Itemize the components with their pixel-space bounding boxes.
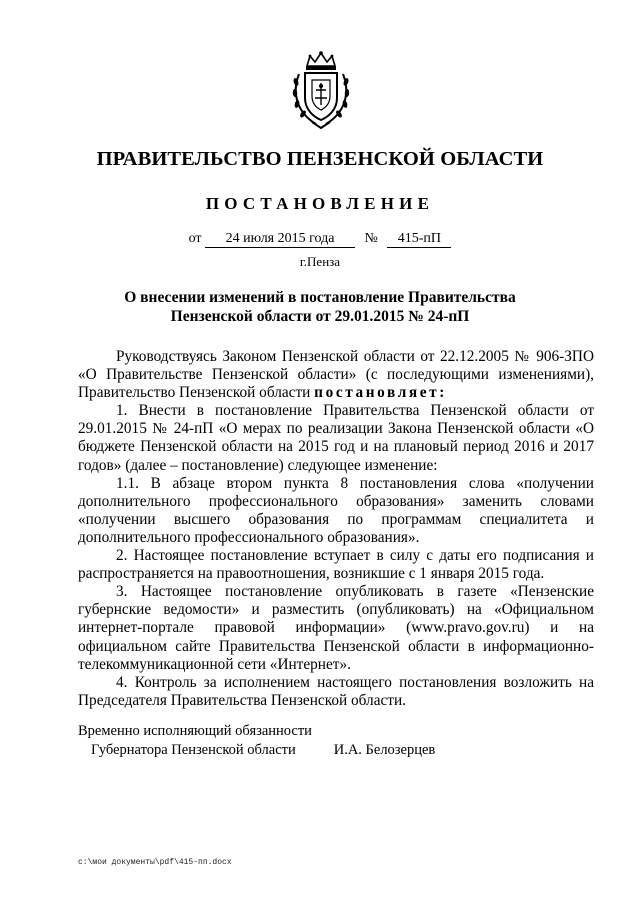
preamble-text: Руководствуясь Законом Пензенской области от 22.12.2005 № 906-ЗПО «О Правительстве Пензенской области» (с последующими изменениями), Правительство Пензенской области [78,348,594,402]
signatory-position-line-1: Временно исполняющий обязанности [78,723,312,739]
organization-title: ПРАВИТЕЛЬСТВО ПЕНЗЕНСКОЙ ОБЛАСТИ [96,148,544,170]
paragraph-3: 3. Настоящее постановление опубликовать в газете «Пензенские губернские ведомости» и разместить (опубликовать) на «Официальном интернет-портале правовой информации» (www.pravo.gov.ru) и на официальном сайте Правительства Пензенской области в информационно-телекоммуникационной сети «Интернет». [78,583,594,673]
file-path-footer: c:\мои документы\pdf\415-пп.docx [78,858,232,867]
paragraph-4: 4. Контроль за исполнением настоящего постановления возложить на Председателя Правительства Пензенской области. [78,673,594,709]
date-prefix: от [188,231,202,246]
document-type: ПОСТАНОВЛЕНИЕ [205,194,435,213]
paragraph-1-1: 1.1. В абзаце втором пункта 8 постановления слова «получении дополнительного профессионального образования» заменить словами «получении высшего образования по программам специалитета и дополнительного профессионального образования». [78,474,594,546]
signatory-position: Губернатора Пензенской области [91,742,296,758]
document-subject [100,288,540,326]
paragraph-1: 1. Внести в постановление Правительства Пензенской области от 29.01.2015 № 24-пП «О мерах по реализации Закона Пензенской области «О бюджете Пензенской области на 2015 год и на плановый период 2016 и 2017 годов» (далее – постановление) следующее изменение: [78,402,594,474]
city: г.Пенза [299,254,341,269]
subject-line-2: Пензенской области от 29.01.2015 № 24-пП [170,308,470,325]
signatory-position-line-2 [78,741,435,760]
signatory-name: И.А. Белозерцев [333,742,436,758]
date-number-line [0,231,640,248]
subject-line-1: О внесении изменений в постановление Правительства [124,289,516,306]
number-label: № [364,231,378,246]
preamble-paragraph [78,348,594,402]
coat-of-arms-icon [290,50,352,130]
signature-block [78,722,435,760]
document-body [78,348,594,710]
document-date: 24 июля 2015 года [205,231,355,248]
document-number: 415-пП [387,231,451,248]
decides-word: постановляет: [314,384,447,402]
paragraph-2: 2. Настоящее постановление вступает в силу с даты его подписания и распространяется на правоотношения, возникшие с 1 января 2015 года. [78,547,594,583]
